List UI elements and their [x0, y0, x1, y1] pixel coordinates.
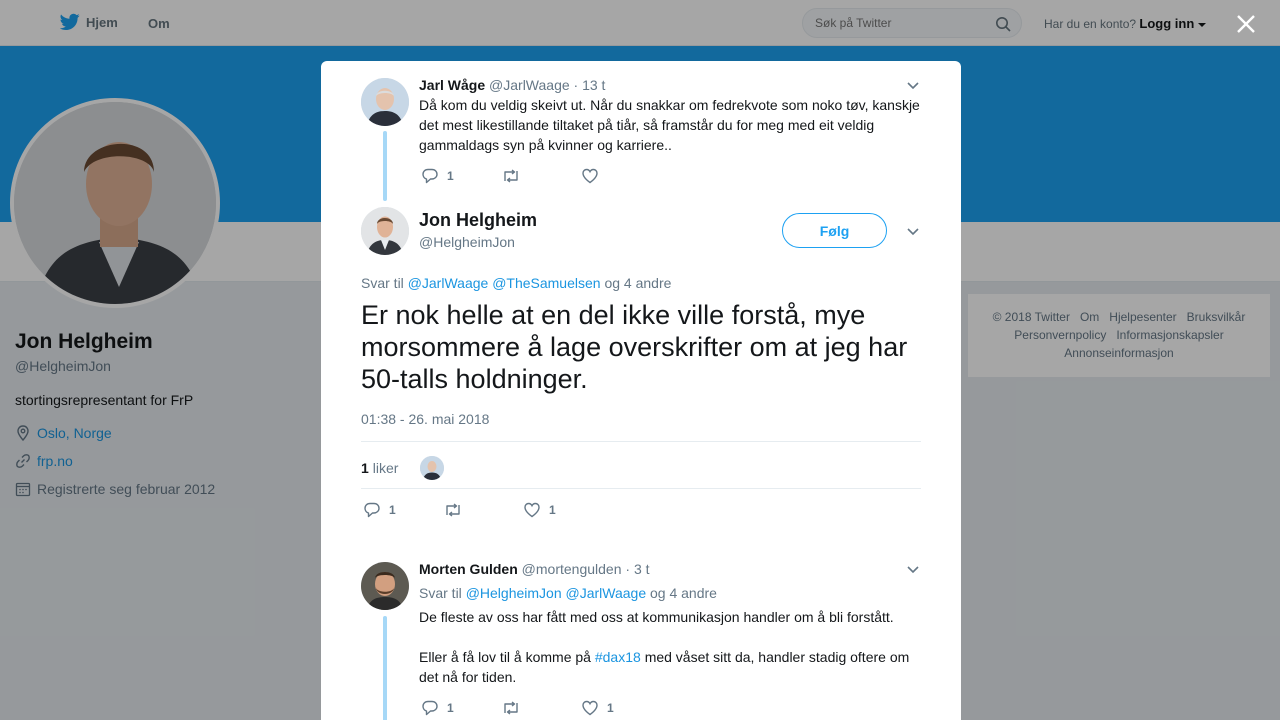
liker-avatar[interactable]	[420, 456, 444, 480]
author-name[interactable]: Jarl Wåge	[419, 77, 486, 93]
like-count: 1	[549, 503, 556, 517]
profile-location[interactable]: Oslo, Norge	[37, 425, 112, 441]
retweet-button[interactable]	[443, 501, 523, 519]
tweet-header	[419, 77, 605, 93]
footer-link-help[interactable]: Hjelpesenter	[1109, 310, 1177, 324]
reply-mention[interactable]: @TheSamuelsen	[492, 275, 601, 291]
tweet-text-part: med våset sitt da, handler stadig oftere om det nå for tiden.	[419, 649, 910, 685]
tweet-actions	[363, 501, 556, 519]
reply-mention[interactable]: @HelgheimJon	[465, 585, 562, 601]
tweet-actions	[421, 699, 614, 717]
footer-link-cookies[interactable]: Informasjonskapsler	[1116, 328, 1224, 342]
profile-name: Jon Helgheim	[15, 330, 153, 353]
thread-line	[383, 616, 387, 720]
reply-others[interactable]: og 4 andre	[650, 585, 717, 601]
reply-count: 1	[447, 701, 454, 715]
likes-row	[361, 456, 444, 480]
author-name[interactable]: Jon Helgheim	[419, 210, 538, 230]
reply-icon	[421, 699, 439, 717]
avatar-image	[361, 207, 409, 255]
tweet-time[interactable]: · 13 t	[573, 77, 606, 93]
footer-link-terms[interactable]: Bruksvilkår	[1186, 310, 1246, 324]
reply-button[interactable]	[421, 167, 501, 185]
profile-handle: @HelgheimJon	[15, 358, 111, 374]
main-tweet-author-name	[419, 210, 537, 231]
author-name[interactable]: Morten Gulden	[419, 561, 518, 577]
main-tweet-text: Er nok helle at en del ikke ville forstå, mye morsommere å lage overskrifter om at jeg har 50-talls holdninger.	[361, 300, 908, 394]
tweet-header	[419, 561, 650, 577]
tweet-text-part: Eller å få lov til å komme på	[419, 649, 591, 665]
tweet-text-continued	[419, 647, 924, 687]
tweet-time[interactable]: · 3 t	[625, 561, 650, 577]
chevron-down-icon[interactable]	[906, 78, 920, 92]
follow-button[interactable]: Følg	[782, 213, 887, 248]
footer-copyright: © 2018 Twitter	[992, 310, 1070, 324]
thread-line	[383, 131, 387, 201]
reply-mention[interactable]: @JarlWaage	[407, 275, 489, 291]
reply-icon	[421, 167, 439, 185]
author-handle[interactable]: @HelgheimJon	[419, 234, 515, 250]
retweet-button[interactable]	[501, 167, 581, 185]
profile-bio: stortingsrepresentant for FrP	[15, 392, 194, 408]
heart-icon	[581, 167, 599, 185]
footer-link-about[interactable]: Om	[1079, 310, 1100, 324]
reply-context	[419, 585, 717, 601]
avatar[interactable]	[361, 78, 409, 126]
retweet-icon	[501, 167, 521, 185]
likes-count[interactable]: 1	[361, 460, 369, 476]
login-link[interactable]: Logg inn	[1139, 16, 1195, 31]
nav-about[interactable]: Om	[148, 16, 170, 31]
reply-prefix: Svar til	[419, 585, 462, 601]
chevron-down-icon[interactable]	[906, 562, 920, 576]
nav-home-label: Hjem	[86, 14, 118, 30]
reply-prefix: Svar til	[361, 275, 404, 291]
reply-mention[interactable]: @JarlWaage	[565, 585, 647, 601]
author-handle[interactable]: @JarlWaage	[489, 77, 570, 93]
tweet-actions	[421, 167, 607, 185]
reply-count: 1	[389, 503, 396, 517]
retweet-button[interactable]	[501, 699, 581, 717]
avatar-image	[361, 78, 409, 126]
tweet-modal	[321, 61, 961, 720]
account-prompt-text: Har du en konto?	[1044, 17, 1137, 31]
profile-website[interactable]: frp.no	[37, 453, 73, 469]
avatar-image	[361, 562, 409, 610]
divider	[361, 488, 921, 489]
heart-icon	[523, 501, 541, 519]
heart-icon	[581, 699, 599, 717]
reply-count: 1	[447, 169, 454, 183]
likes-label[interactable]: liker	[372, 460, 399, 476]
like-button[interactable]	[581, 699, 614, 717]
reply-icon	[363, 501, 381, 519]
like-count: 1	[607, 701, 614, 715]
hashtag-link[interactable]: #dax18	[594, 649, 641, 665]
like-button[interactable]	[581, 167, 607, 185]
footer-link-ads[interactable]: Annonseinformasjon	[1064, 346, 1174, 360]
tweet-date[interactable]: 01:38 - 26. mai 2018	[361, 411, 490, 427]
like-button[interactable]	[523, 501, 556, 519]
footer-link-privacy[interactable]: Personvernpolicy	[1014, 328, 1107, 342]
profile-joined: Registrerte seg februar 2012	[37, 481, 216, 497]
tweet-text: Då kom du veldig skeivt ut. Når du snakkar om fedrekvote som noko tøv, kanskje det mest likestillande tiltaket på tiår, så framstår du for meg med eit veldig gammaldags syn på kvinner og karriere..	[419, 97, 920, 153]
retweet-icon	[501, 699, 521, 717]
tweet-text: De fleste av oss har fått med oss at kommunikasjon handler om å bli forstått.	[419, 609, 894, 625]
reply-button[interactable]	[421, 699, 501, 717]
divider	[361, 441, 921, 442]
retweet-icon	[443, 501, 463, 519]
liker-avatar-image	[420, 456, 444, 480]
close-icon[interactable]	[1236, 14, 1256, 34]
author-handle[interactable]: @mortengulden	[521, 561, 622, 577]
avatar[interactable]	[361, 562, 409, 610]
chevron-down-icon[interactable]	[906, 224, 920, 238]
avatar[interactable]	[361, 207, 409, 255]
reply-others[interactable]: og 4 andre	[604, 275, 672, 291]
reply-context	[361, 275, 671, 291]
main-tweet-author-handle	[419, 234, 515, 250]
reply-button[interactable]	[363, 501, 443, 519]
